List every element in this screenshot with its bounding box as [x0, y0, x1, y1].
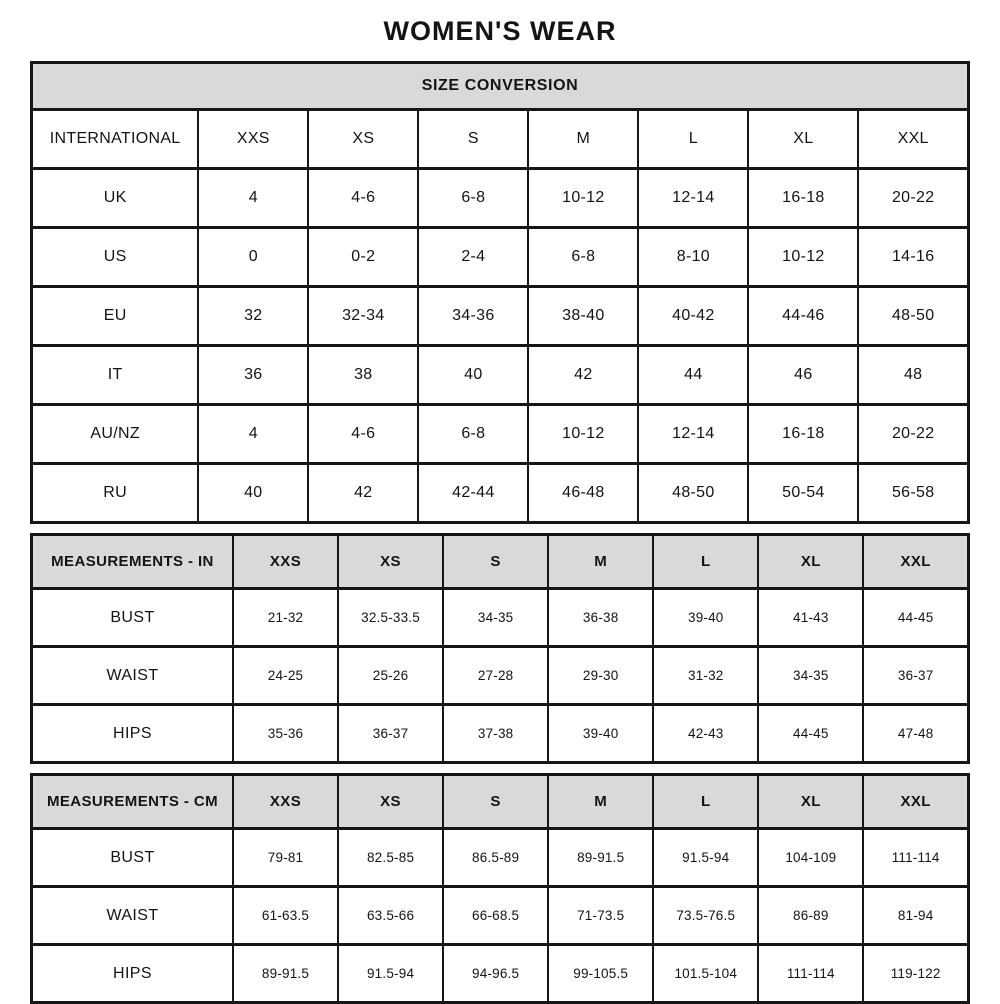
size-header-cell: XS — [308, 110, 418, 169]
value-cell: 99-105.5 — [548, 945, 653, 1003]
value-cell: 89-91.5 — [548, 829, 653, 887]
value-cell: 10-12 — [748, 228, 858, 287]
value-cell: 44 — [638, 346, 748, 405]
table-row — [32, 887, 969, 945]
value-cell: 81-94 — [863, 887, 968, 945]
value-cell: 50-54 — [748, 464, 858, 523]
value-cell: 32-34 — [308, 287, 418, 346]
table-row — [32, 287, 969, 346]
value-cell: 40 — [198, 464, 308, 523]
measurements-header-row — [32, 775, 969, 829]
value-cell: 40-42 — [638, 287, 748, 346]
size-header-cell: XXS — [233, 535, 338, 589]
value-cell: 42-44 — [418, 464, 528, 523]
value-cell: 10-12 — [528, 405, 638, 464]
value-cell: 61-63.5 — [233, 887, 338, 945]
value-cell: 8-10 — [638, 228, 748, 287]
value-cell: 36 — [198, 346, 308, 405]
table-row — [32, 228, 969, 287]
value-cell: 82.5-85 — [338, 829, 443, 887]
size-header-cell: S — [418, 110, 528, 169]
measurements-header-row — [32, 535, 969, 589]
value-cell: 4 — [198, 405, 308, 464]
row-label: WAIST — [32, 887, 233, 945]
value-cell: 48-50 — [858, 287, 968, 346]
measurements-in-body — [32, 535, 969, 763]
value-cell: 41-43 — [758, 589, 863, 647]
measurements-in-table — [30, 533, 970, 764]
row-label: IT — [32, 346, 199, 405]
value-cell: 46 — [748, 346, 858, 405]
value-cell: 119-122 — [863, 945, 968, 1003]
row-label: US — [32, 228, 199, 287]
value-cell: 14-16 — [858, 228, 968, 287]
value-cell: 6-8 — [418, 169, 528, 228]
value-cell: 79-81 — [233, 829, 338, 887]
size-header-cell: XXS — [233, 775, 338, 829]
value-cell: 111-114 — [863, 829, 968, 887]
value-cell: 16-18 — [748, 169, 858, 228]
value-cell: 6-8 — [528, 228, 638, 287]
size-header-row — [32, 110, 969, 169]
value-cell: 44-45 — [863, 589, 968, 647]
value-cell: 48 — [858, 346, 968, 405]
size-header-cell: XXL — [863, 775, 968, 829]
page-title: WOMEN'S WEAR — [383, 16, 617, 46]
value-cell: 38-40 — [528, 287, 638, 346]
row-label: AU/NZ — [32, 405, 199, 464]
size-header-cell: M — [548, 775, 653, 829]
value-cell: 44-46 — [748, 287, 858, 346]
size-header-cell: XL — [758, 535, 863, 589]
table-row — [32, 705, 969, 763]
size-conversion-body — [32, 63, 969, 523]
size-header-cell: XXL — [863, 535, 968, 589]
value-cell: 35-36 — [233, 705, 338, 763]
value-cell: 104-109 — [758, 829, 863, 887]
measurements-cm-table — [30, 773, 970, 1004]
measurements-title-cell: MEASUREMENTS - IN — [32, 535, 233, 589]
row-label: EU — [32, 287, 199, 346]
value-cell: 4 — [198, 169, 308, 228]
size-header-cell: M — [548, 535, 653, 589]
table-row — [32, 346, 969, 405]
value-cell: 44-45 — [758, 705, 863, 763]
table-row — [32, 647, 969, 705]
value-cell: 6-8 — [418, 405, 528, 464]
value-cell: 12-14 — [638, 405, 748, 464]
value-cell: 86.5-89 — [443, 829, 548, 887]
size-header-cell: S — [443, 775, 548, 829]
table-row — [32, 169, 969, 228]
value-cell: 4-6 — [308, 405, 418, 464]
value-cell: 25-26 — [338, 647, 443, 705]
value-cell: 48-50 — [638, 464, 748, 523]
size-header-cell: S — [443, 535, 548, 589]
value-cell: 27-28 — [443, 647, 548, 705]
value-cell: 101.5-104 — [653, 945, 758, 1003]
value-cell: 66-68.5 — [443, 887, 548, 945]
size-header-cell: L — [653, 535, 758, 589]
value-cell: 21-32 — [233, 589, 338, 647]
size-header-cell: XL — [748, 110, 858, 169]
measurements-cm-body — [32, 775, 969, 1003]
value-cell: 94-96.5 — [443, 945, 548, 1003]
table-row — [32, 589, 969, 647]
value-cell: 89-91.5 — [233, 945, 338, 1003]
row-label: BUST — [32, 589, 233, 647]
measurements-title-cell: MEASUREMENTS - CM — [32, 775, 233, 829]
value-cell: 20-22 — [858, 405, 968, 464]
value-cell: 47-48 — [863, 705, 968, 763]
value-cell: 86-89 — [758, 887, 863, 945]
table-row — [32, 464, 969, 523]
value-cell: 12-14 — [638, 169, 748, 228]
value-cell: 42-43 — [653, 705, 758, 763]
value-cell: 91.5-94 — [653, 829, 758, 887]
value-cell: 24-25 — [233, 647, 338, 705]
row-label: WAIST — [32, 647, 233, 705]
size-header-cell: XXL — [858, 110, 968, 169]
value-cell: 37-38 — [443, 705, 548, 763]
value-cell: 91.5-94 — [338, 945, 443, 1003]
value-cell: 39-40 — [548, 705, 653, 763]
table-row — [32, 405, 969, 464]
size-header-cell: L — [638, 110, 748, 169]
value-cell: 73.5-76.5 — [653, 887, 758, 945]
row-label: HIPS — [32, 945, 233, 1003]
value-cell: 42 — [308, 464, 418, 523]
value-cell: 40 — [418, 346, 528, 405]
table-row — [32, 945, 969, 1003]
value-cell: 34-35 — [443, 589, 548, 647]
value-cell: 56-58 — [858, 464, 968, 523]
size-header-cell: XS — [338, 535, 443, 589]
value-cell: 39-40 — [653, 589, 758, 647]
size-header-cell: XL — [758, 775, 863, 829]
size-header-cell: XS — [338, 775, 443, 829]
value-cell: 34-35 — [758, 647, 863, 705]
value-cell: 71-73.5 — [548, 887, 653, 945]
value-cell: 0-2 — [308, 228, 418, 287]
value-cell: 38 — [308, 346, 418, 405]
banner-row — [32, 63, 969, 110]
value-cell: 63.5-66 — [338, 887, 443, 945]
value-cell: 36-38 — [548, 589, 653, 647]
value-cell: 29-30 — [548, 647, 653, 705]
value-cell: 16-18 — [748, 405, 858, 464]
size-header-cell: XXS — [198, 110, 308, 169]
size-conversion-banner: SIZE CONVERSION — [32, 63, 969, 110]
value-cell: 36-37 — [863, 647, 968, 705]
value-cell: 10-12 — [528, 169, 638, 228]
size-conversion-table — [30, 61, 970, 524]
size-header-cell: L — [653, 775, 758, 829]
value-cell: 34-36 — [418, 287, 528, 346]
value-cell: 111-114 — [758, 945, 863, 1003]
size-header-cell: M — [528, 110, 638, 169]
value-cell: 36-37 — [338, 705, 443, 763]
value-cell: 31-32 — [653, 647, 758, 705]
value-cell: 42 — [528, 346, 638, 405]
row-label: BUST — [32, 829, 233, 887]
row-label: RU — [32, 464, 199, 523]
value-cell: 46-48 — [528, 464, 638, 523]
table-row — [32, 829, 969, 887]
value-cell: 32.5-33.5 — [338, 589, 443, 647]
value-cell: 20-22 — [858, 169, 968, 228]
header-label-cell: INTERNATIONAL — [32, 110, 199, 169]
value-cell: 32 — [198, 287, 308, 346]
row-label: HIPS — [32, 705, 233, 763]
value-cell: 0 — [198, 228, 308, 287]
value-cell: 4-6 — [308, 169, 418, 228]
value-cell: 2-4 — [418, 228, 528, 287]
row-label: UK — [32, 169, 199, 228]
